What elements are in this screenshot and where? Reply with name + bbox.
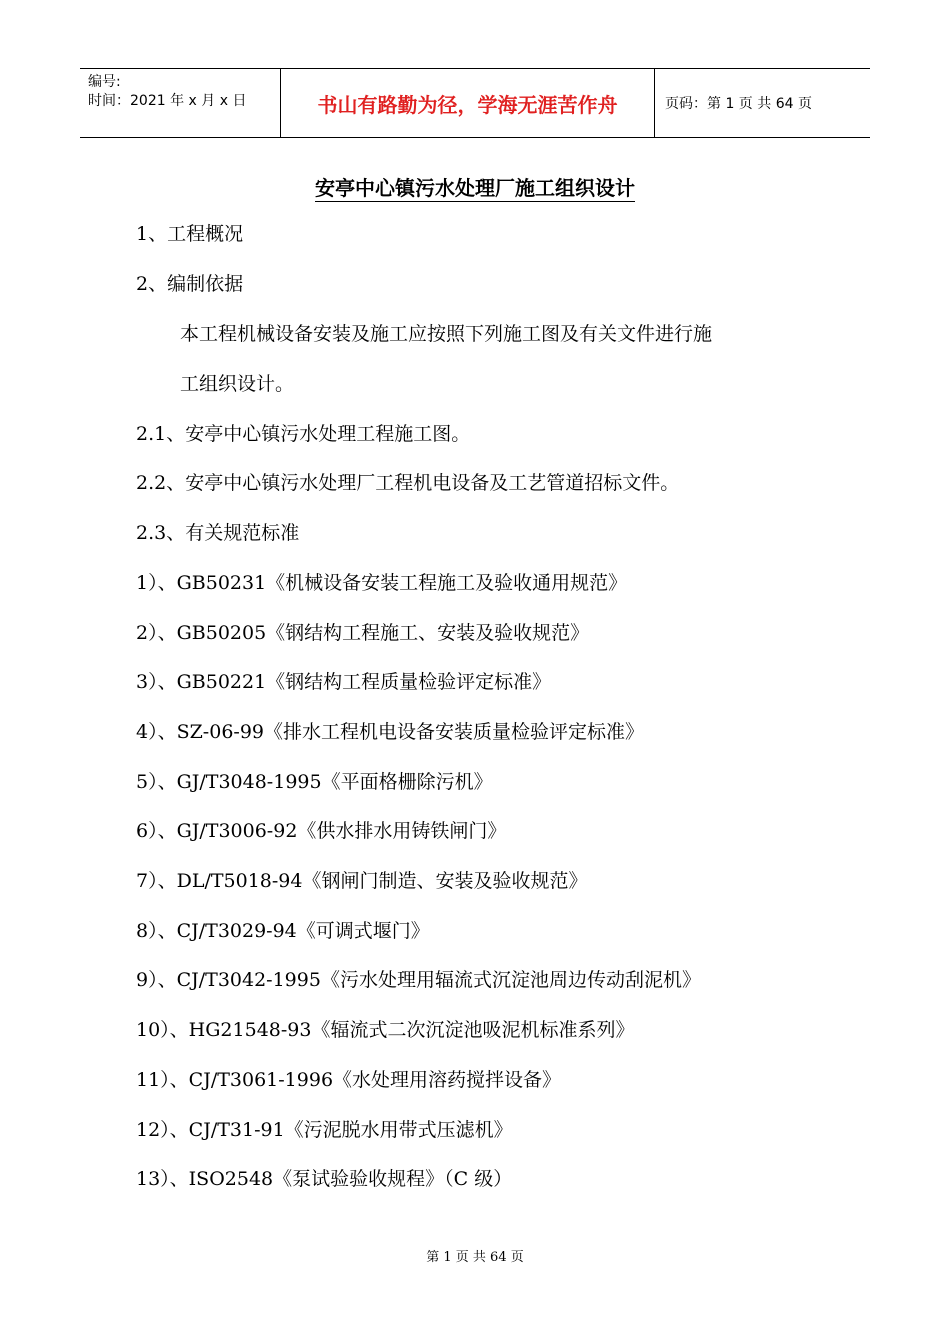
list-item: 9）、CJ/T3042-1995《污水处理用辐流式沉淀池周边传动刮泥机》 [136,969,701,991]
document-title [0,172,950,201]
list-item: 10）、HG21548-93《辐流式二次沉淀池吸泥机标准系列》 [136,1019,635,1041]
body-line: 2.1、安亭中心镇污水处理工程施工图。 [136,423,471,445]
body-line: 2、编制依据 [136,273,244,295]
document-number-label: 编号: [88,74,121,90]
list-item: 4）、SZ-06-99《排水工程机电设备安装质量检验评定标准》 [136,721,645,743]
page-footer: 第 1 页 共 64 页 [426,1250,524,1265]
list-item: 5）、GJ/T3048-1995《平面格栅除污机》 [136,771,493,793]
list-item: 8）、CJ/T3029-94《可调式堰门》 [136,920,430,942]
list-item: 1）、GB50231《机械设备安装工程施工及验收通用规范》 [136,572,628,594]
list-item: 7）、DL/T5018-94《钢闸门制造、安装及验收规范》 [136,870,588,892]
list-item: 2）、GB50205《钢结构工程施工、安装及验收规范》 [136,622,590,644]
header-page-info: 页码：第 1 页 共 64 页 [665,96,812,112]
document-title-text: 安亭中心镇污水处理厂施工组织设计 [315,176,635,200]
header-motto: 书山有路勤为径，学海无涯苦作舟 [281,69,655,137]
body-line: 工组织设计。 [180,373,295,395]
body-line: 本工程机械设备安装及施工应按照下列施工图及有关文件进行施 [180,323,713,345]
body-line: 2.2、安亭中心镇污水处理厂工程机电设备及工艺管道招标文件。 [136,472,680,494]
body-line: 1、工程概况 [136,223,244,245]
document-time-label: 时间：2021 年 x 月 x 日 [88,93,247,109]
header-meta [80,69,281,137]
list-item: 12）、CJ/T31-91《污泥脱水用带式压滤机》 [136,1119,513,1141]
list-item: 13）、ISO2548《泵试验验收规程》（C 级） [136,1168,513,1190]
list-item: 3）、GB50221《钢结构工程质量检验评定标准》 [136,671,552,693]
page-header [80,68,870,138]
list-item: 11）、CJ/T3061-1996《水处理用溶药搅拌设备》 [136,1069,562,1091]
body-line: 2.3、有关规范标准 [136,522,300,544]
list-item: 6）、GJ/T3006-92《供水排水用铸铁闸门》 [136,820,507,842]
